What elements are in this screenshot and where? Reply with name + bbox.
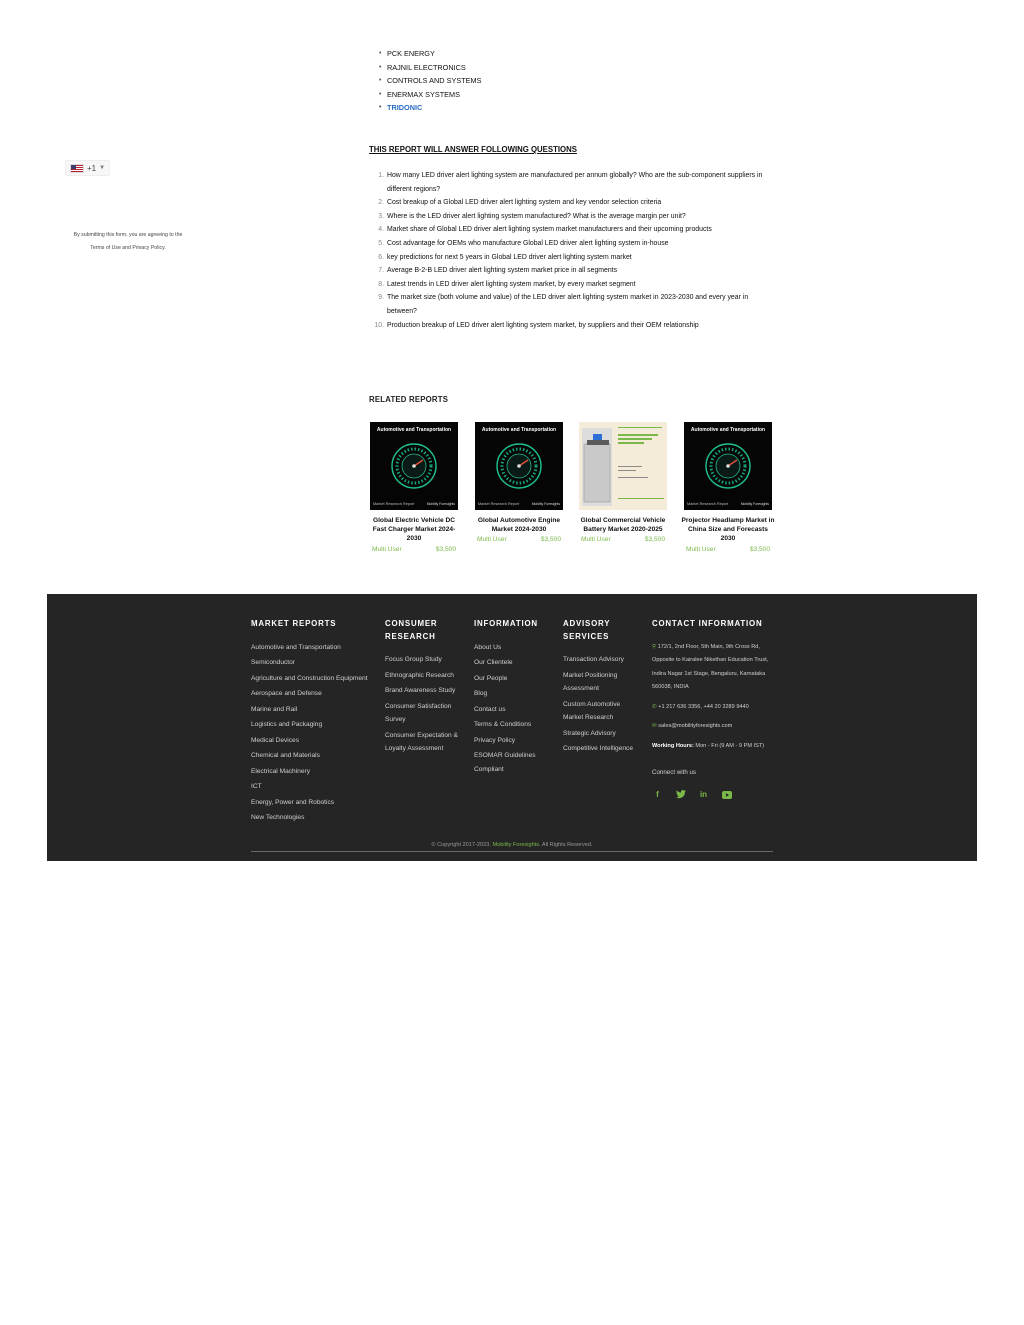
footer-link[interactable]: Medical Devices [251,736,300,744]
report-price: $3,500 [644,536,665,544]
footer-link[interactable]: Market Positioning Assessment [563,671,618,693]
footer-heading: CONSUMER RESEARCH [385,619,438,641]
phone-country-selector[interactable] [65,160,110,176]
related-report-card[interactable] [366,422,462,553]
report-price: $3,500 [435,545,456,553]
youtube-icon[interactable] [721,789,732,800]
license-type: Multi User [477,536,507,544]
footer-link[interactable]: Brand Awareness Study [385,687,456,694]
report-title-link[interactable]: Projector Headlamp Market in China Size and Forecasts 2030 [681,517,775,543]
footer-link[interactable]: Privacy Policy [474,736,516,744]
report-price: $3,500 [749,545,770,553]
chevron-down-icon: ▼ [99,165,106,171]
footer-link[interactable]: Automotive and Transportation [251,643,341,651]
report-thumbnail[interactable]: Automotive and Transportation Market Research Report Mobility Foresights [370,422,458,510]
footer-market-reports [251,618,371,827]
footer-link[interactable]: ICT [251,783,262,790]
company-link-tridonic[interactable]: • TRIDONIC [379,101,481,115]
footer-link[interactable]: Blog [474,690,488,697]
us-flag-icon [70,164,84,173]
connect-label: Connect with us [652,768,697,776]
company-item: • PCK ENERGY [379,47,481,61]
question-item: 8. Latest trends in LED driver alert lighting system market, by every market segment [378,280,636,288]
footer-link[interactable]: Terms & Conditions [474,721,532,728]
footer-heading: CONTACT INFORMATION [652,619,763,628]
speedometer-icon [495,442,543,490]
license-type: Multi User [686,545,716,553]
footer-consumer-research [385,618,463,758]
footer-link[interactable]: New Technologies [251,814,305,821]
brand-link[interactable]: Mobility Foresights [492,842,540,848]
report-thumbnail[interactable] [579,422,667,510]
company-item: • RAJNIL ELECTRONICS [379,61,481,75]
related-report-card[interactable] [575,422,671,543]
report-meta [366,546,462,553]
question-item: 3. Where is the LED driver alert lighting system manufactured? What is the average margin per unit? [378,212,686,220]
question-item: 9. The market size (both volume and value) of the LED driver alert lighting system market in 2023-2030 and every year in between? [378,294,749,315]
report-meta [575,536,671,543]
footer-link[interactable]: Marine and Rail [251,705,298,713]
location-pin-icon: ⚲ [652,643,657,650]
consent-text: By submitting this form, you are agreeing to the Terms of Use and Privacy Policy. [73,232,183,251]
license-type: Multi User [581,536,611,544]
question-item: 10. Production breakup of LED driver alert lighting system market, by suppliers and their OEM relationship [374,321,699,329]
footer-link[interactable]: Our People [474,674,508,682]
question-item: 4. Market share of Global LED driver alert lighting system market manufacturers and their upcoming products [378,226,712,234]
phone-code: +1 [87,163,97,173]
footer-heading: MARKET REPORTS [251,619,337,628]
question-item: 7. Average B-2-B LED driver alert lighting system market price in all segments [378,267,618,275]
report-title-link[interactable]: Global Electric Vehicle DC Fast Charger Market 2024-2030 [372,517,456,543]
social-links [652,789,774,800]
footer-link[interactable]: Electrical Machinery [251,767,310,775]
question-item: 5. Cost advantage for OEMs who manufacture Global LED driver alert lighting system in-house [378,239,669,247]
footer-link[interactable]: Agriculture and Construction Equipment [251,674,368,682]
question-item: 2. Cost breakup of a Global LED driver alert lighting system and key vendor selection criteria [378,199,662,207]
footer-link[interactable]: About Us [474,643,502,651]
speedometer-icon [390,442,438,490]
footer-contact [652,618,774,800]
report-meta [680,546,776,553]
footer-information [474,618,550,778]
company-item: • CONTROLS AND SYSTEMS [379,74,481,88]
license-type: Multi User [372,545,402,553]
footer-link[interactable]: ESOMAR Guidelines Compliant [474,752,536,773]
footer-link[interactable]: Competitive Intelligence [563,745,634,753]
footer-heading: ADVISORY SERVICES [563,619,611,641]
related-report-card[interactable] [680,422,776,553]
contact-email[interactable]: ✉ sales@mobilityforesights.com [652,723,733,730]
footer-link[interactable]: Logistics and Packaging [251,721,323,728]
footer-link[interactable]: Contact us [474,705,506,713]
question-item: 1. How many LED driver alert lighting system are manufactured per annum globally? Who are the sub-component suppliers in different regions? [378,172,763,193]
phone-icon: ✆ [652,703,657,710]
report-thumbnail[interactable]: Automotive and Transportation Market Research Report Mobility Foresights [475,422,563,510]
footer-divider [251,851,773,852]
footer-link[interactable]: Consumer Expectation & Loyalty Assessment [385,731,458,753]
copyright-text: © Copyright 2017-2023. Mobility Foresights. All Rights Reserved. [431,842,593,848]
report-thumbnail[interactable]: Automotive and Transportation Market Research Report Mobility Foresights [684,422,772,510]
contact-address: ⚲ 172/1, 2nd Floor, 5th Main, 9th Cross Rd, Opposite to Kairalee Nikethan Education Trust, Indira Nagar 1st Stage, Bengaluru, Karnataka 560038, INDIA [652,643,769,691]
facebook-icon[interactable]: f [656,790,659,800]
twitter-icon[interactable] [675,789,686,800]
site-footer [47,594,977,861]
report-title-link[interactable]: Global Automotive Engine Market 2024-2030 [477,517,561,534]
footer-link[interactable]: Aerospace and Defense [251,690,322,697]
report-title-link[interactable]: Global Commercial Vehicle Battery Market 2020-2025 [580,517,666,534]
footer-heading: INFORMATION [474,619,538,628]
footer-link[interactable]: Energy, Power and Robotics [251,798,335,806]
footer-advisory [563,618,639,758]
footer-link[interactable]: Ethnographic Research [385,671,454,679]
contact-phone[interactable]: ✆ +1 217 636 3356, +44 20 3289 9440 [652,703,749,710]
footer-link[interactable]: Focus Group Study [385,656,442,663]
report-meta [471,536,567,543]
related-reports-heading: RELATED REPORTS [369,395,449,404]
questions-list [374,169,779,332]
footer-link[interactable]: Semiconductor [251,659,295,666]
speedometer-icon [704,442,752,490]
working-hours: Working Hours: Mon - Fri (9 AM - 9 PM IST) [652,743,765,750]
footer-link[interactable]: Strategic Advisory [563,729,616,737]
footer-link[interactable]: Custom Automotive Market Research [563,700,621,722]
related-report-card[interactable] [471,422,567,543]
company-item: • ENERMAX SYSTEMS [379,88,481,102]
question-item: 6. key predictions for next 5 years in Global LED driver alert lighting system market [378,253,632,261]
footer-link[interactable]: Our Clientele [474,659,513,666]
report-price: $3,500 [540,536,561,544]
company-list [379,47,481,115]
email-icon: ✉ [652,723,657,730]
footer-link[interactable]: Chemical and Materials [251,752,320,759]
questions-heading: THIS REPORT WILL ANSWER FOLLOWING QUESTIONS [369,145,577,154]
battery-cover-image [579,422,667,510]
footer-link[interactable]: Consumer Satisfaction Survey [385,702,452,724]
footer-link[interactable]: Transaction Advisory [563,656,624,663]
linkedin-icon[interactable]: in [699,790,708,800]
